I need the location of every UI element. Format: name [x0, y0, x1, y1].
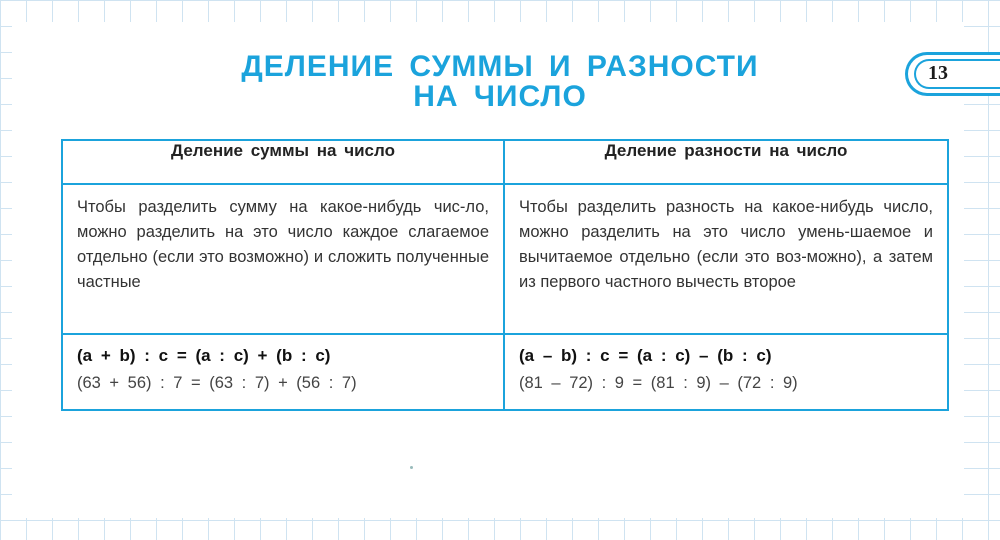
formula-sum: (a + b) : c = (a : c) + (b : c) — [77, 346, 331, 365]
table-header-row — [62, 140, 948, 184]
page-number-tab-inner — [914, 59, 1000, 89]
print-speck — [410, 466, 413, 469]
page-title — [0, 52, 1000, 112]
page-number: 13 — [928, 62, 948, 84]
rule-sum-division: Чтобы разделить сумму на какое-нибудь чис-ло, можно разделить на это число каждое слагаемое отдельно (если это возможно) и сложить полученные частные — [62, 184, 504, 334]
example-difference: (81 – 72) : 9 = (81 : 9) – (72 : 9) — [519, 374, 798, 392]
table-row — [62, 184, 948, 334]
formula-cell-difference — [504, 334, 948, 410]
formula-difference: (a – b) : c = (a : c) – (b : c) — [519, 346, 772, 365]
title-line-2: НА ЧИСЛО — [413, 80, 587, 113]
table-row — [62, 334, 948, 410]
page-number-tab — [905, 52, 1000, 96]
header-difference-division: Деление разности на число — [504, 140, 948, 184]
formula-cell-sum — [62, 334, 504, 410]
title-line-1: ДЕЛЕНИЕ СУММЫ И РАЗНОСТИ — [241, 50, 759, 83]
rules-table — [61, 139, 949, 411]
rule-difference-division: Чтобы разделить разность на какое-нибудь число, можно разделить на это число умень-шаемое и вычитаемое отдельно (если это воз-можно), а затем из первого частного вычесть второе — [504, 184, 948, 334]
example-sum: (63 + 56) : 7 = (63 : 7) + (56 : 7) — [77, 374, 357, 392]
header-sum-division: Деление суммы на число — [62, 140, 504, 184]
